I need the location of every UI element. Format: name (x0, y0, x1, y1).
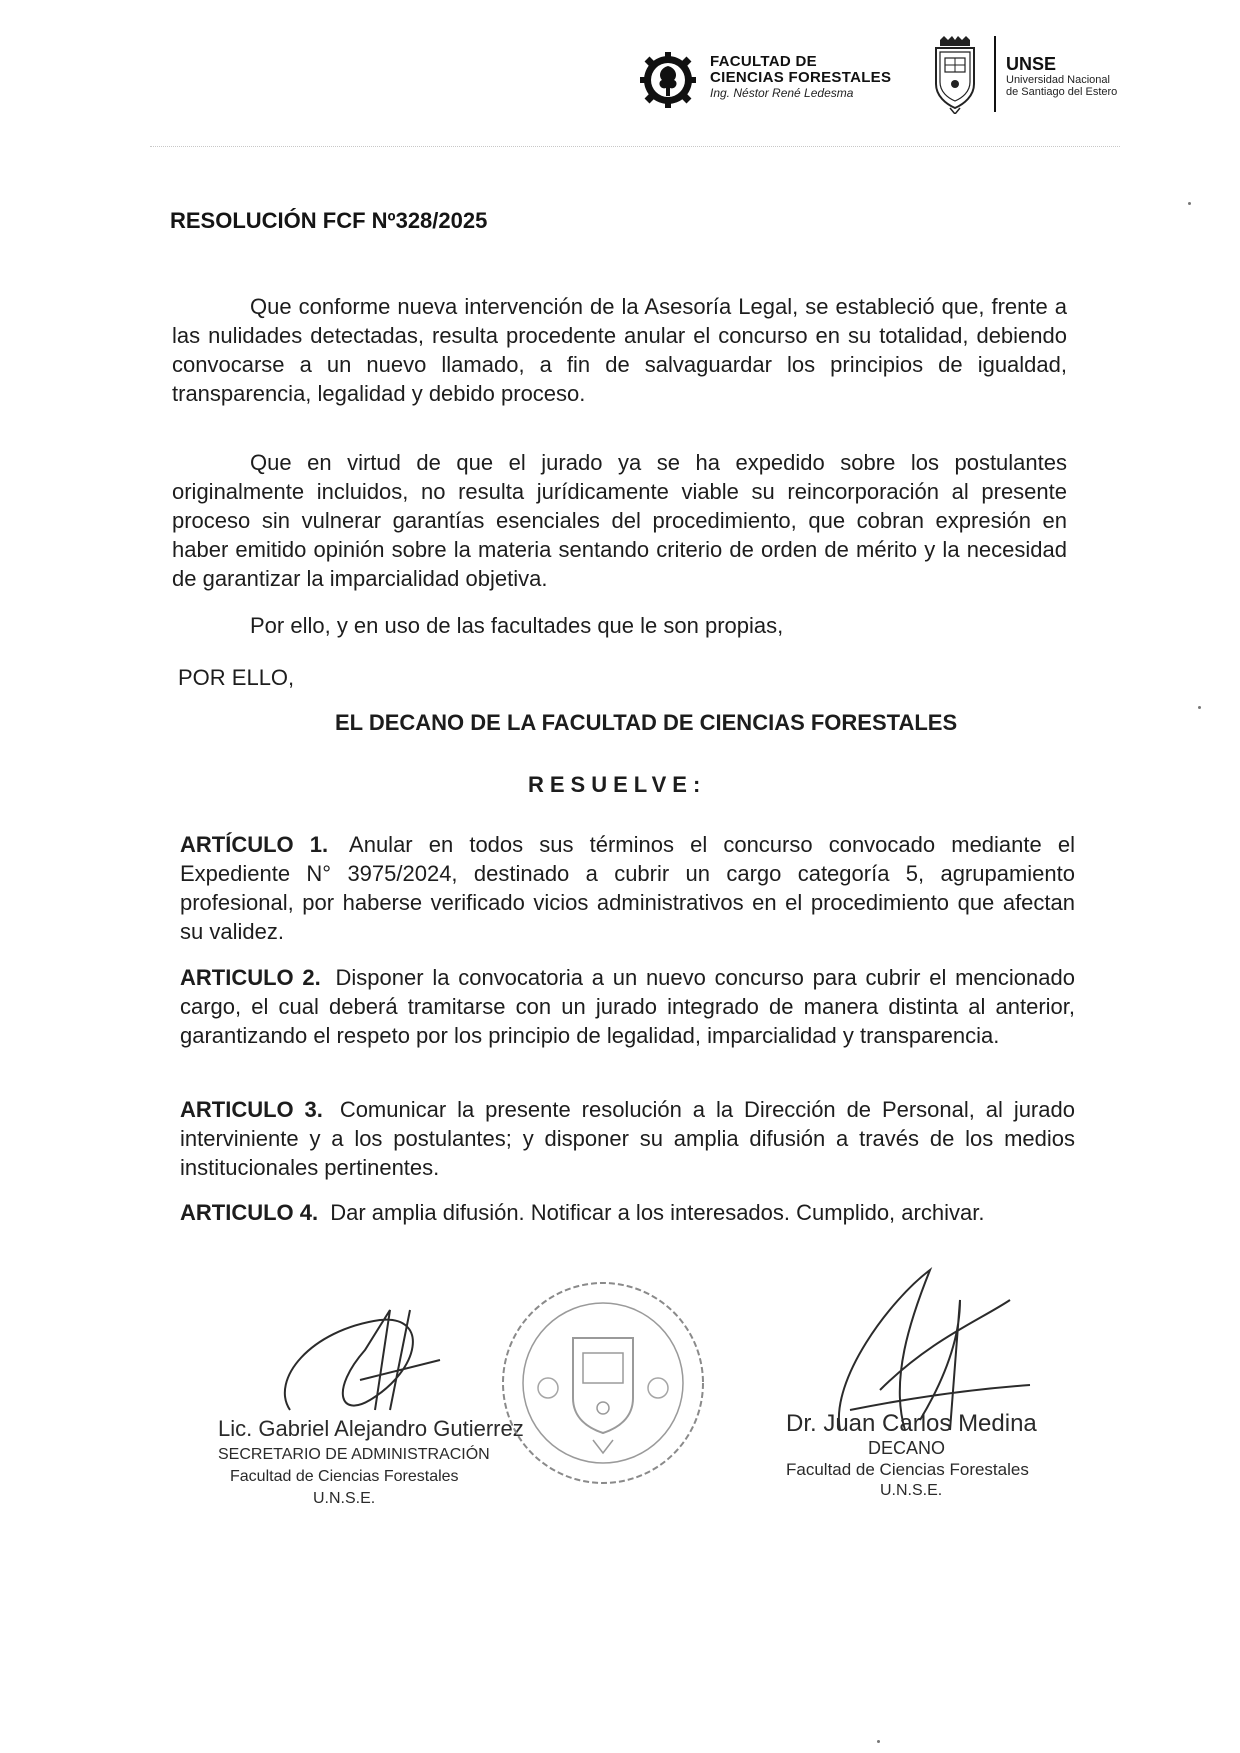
article-2-label: ARTICULO 2. (180, 965, 321, 990)
tree-gear-logo-icon (640, 52, 696, 108)
article-3-text: Comunicar la presente resolución a la Dirección de Personal, al jurado interviniente y a los postulantes; y disponer su amplia difusión a través de los medios institucionales pertinentes. (180, 1097, 1075, 1180)
dean-abbr: U.N.S.E. (880, 1482, 943, 1499)
university-seal-stamp-icon (488, 1268, 718, 1498)
secretary-role: SECRETARIO DE ADMINISTRACIÓN (218, 1446, 490, 1463)
paragraph-legal-advice: Que conforme nueva intervención de la Asesoría Legal, se estableció que, frente a las nulidades detectadas, resulta procedente anular el concurso en su totalidad, debiendo convocarse a un nuevo llamado, a fin de salvaguardar los principios de igualdad, transparencia, legalidad y debido proceso. (172, 294, 1067, 406)
por-ello-line: POR ELLO, (178, 665, 295, 690)
university-line-2: de Santiago del Estero (1006, 86, 1118, 98)
university-line-1: Universidad Nacional (1006, 74, 1110, 86)
paragraph-faculties: Por ello, y en uso de las facultades que le son propias, (250, 613, 784, 638)
article-1 (180, 830, 1075, 946)
scan-speck (877, 1740, 880, 1743)
article-2-text: Disponer la convocatoria a un nuevo concurso para cubrir el mencionado cargo, el cual deberá tramitarse con un jurado integrado de manera distinta al anterior, garantizando el respeto por los principio de legalidad, imparcialidad y transparencia. (180, 965, 1075, 1048)
secretary-name: Lic. Gabriel Alejandro Gutierrez (218, 1416, 524, 1441)
university-header (930, 34, 1130, 114)
article-1-text: Anular en todos sus términos el concurso convocado mediante el Expediente N° 3975/2024, destinado a cubrir un cargo categoría 5, agrupamiento profesional, por haberse verificado vicios administrativos en el procedimiento que afectan su validez. (180, 832, 1075, 944)
scan-speck (1188, 202, 1191, 205)
scan-speck (1198, 706, 1201, 709)
header-rule (150, 146, 1120, 147)
article-3-label: ARTICULO 3. (180, 1097, 323, 1122)
article-4 (180, 1198, 1075, 1227)
decano-heading: EL DECANO DE LA FACULTAD DE CIENCIAS FORESTALES (335, 710, 958, 735)
secretary-abbr: U.N.S.E. (313, 1490, 376, 1507)
university-title: UNSE (1006, 54, 1057, 74)
university-crest-icon (930, 34, 980, 114)
faculty-name-line-2: CIENCIAS FORESTALES (710, 69, 892, 86)
resuelve-heading: RESUELVE: (528, 772, 707, 797)
dean-name: Dr. Juan Carlos Medina (786, 1410, 1037, 1437)
university-name-block (1006, 54, 1117, 98)
signature-secretary (200, 1290, 524, 1507)
faculty-name-line-1: FACULTAD DE (710, 53, 817, 70)
faculty-name-block (710, 54, 891, 101)
faculty-name-line-3: Ing. Néstor René Ledesma (710, 86, 854, 100)
article-4-label: ARTICULO 4. (180, 1200, 319, 1225)
article-4-text: Dar amplia difusión. Notificar a los interesados. Cumplido, archivar. (330, 1200, 985, 1225)
resolution-title: RESOLUCIÓN FCF Nº328/2025 (170, 208, 488, 233)
article-3 (180, 1095, 1075, 1182)
signature-dean (770, 1260, 1070, 1499)
dean-role: DECANO (868, 1438, 946, 1458)
secretary-institution: Facultad de Ciencias Forestales (230, 1468, 459, 1485)
dean-institution: Facultad de Ciencias Forestales (786, 1460, 1029, 1479)
faculty-header (640, 44, 920, 114)
paragraph-jury: Que en virtud de que el jurado ya se ha expedido sobre los postulantes originalmente incluidos, no resulta jurídicamente viable su reincorporación al presente proceso sin vulnerar garantías esenciales del procedimiento, que cobran expresión en haber emitido opinión sobre la materia sentando criterio de orden de mérito y la necesidad de garantizar la imparcialidad objetiva. (172, 450, 1067, 591)
article-1-label: ARTÍCULO 1. (180, 832, 329, 857)
header-divider (994, 36, 996, 112)
article-2 (180, 963, 1075, 1050)
